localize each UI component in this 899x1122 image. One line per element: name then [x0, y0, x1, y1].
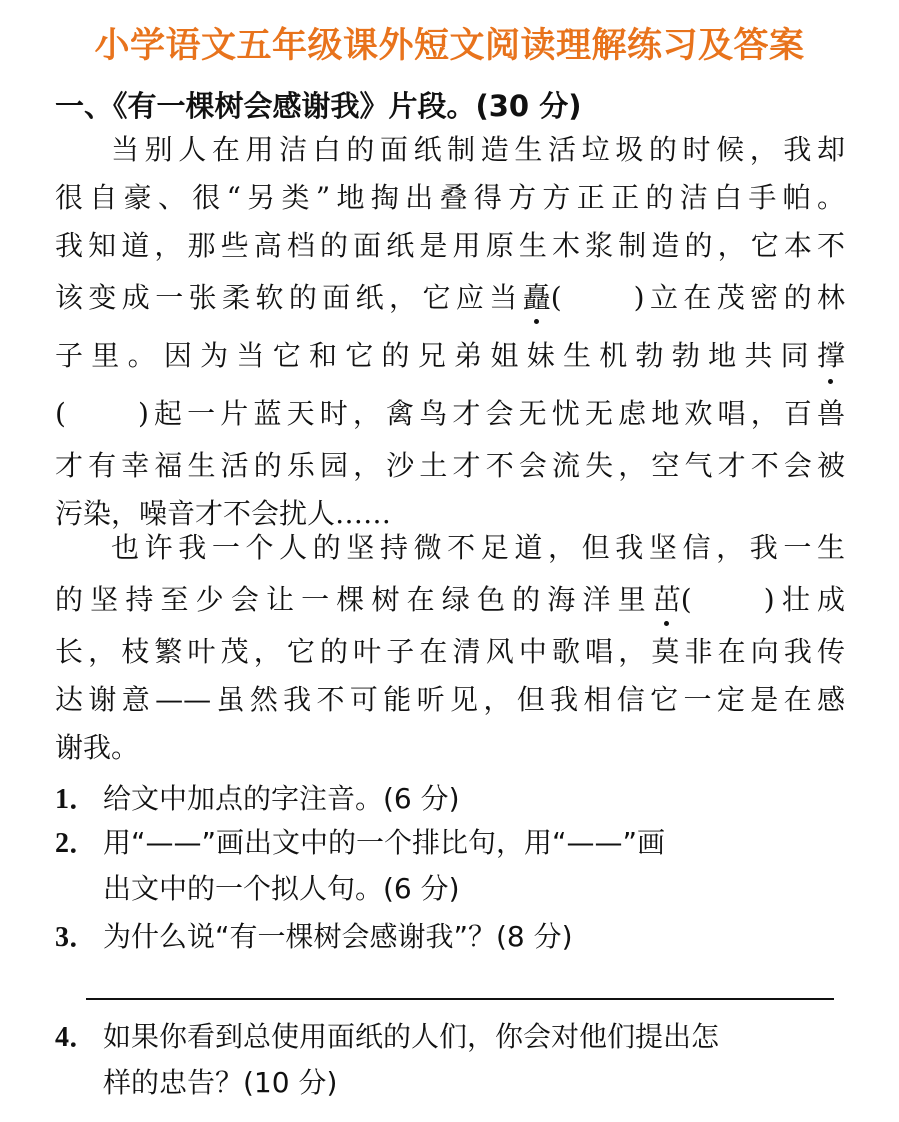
dotted-character: 撑 [817, 326, 845, 386]
passage-text: )立在茂密的林 [633, 281, 845, 314]
question-text: 用“——”画出文中的一个排比句，用“——”画 [103, 826, 666, 859]
question-4 [55, 1014, 719, 1106]
passage-line: 长，枝繁叶茂，它的叶子在清风中歌唱，莫非在向我传 [55, 635, 845, 668]
question-number: 4． [55, 1022, 98, 1053]
question-number: 1． [55, 784, 98, 815]
passage-line: 也许我一个人的坚持微不足道，但我坚信，我一生 [111, 531, 845, 564]
passage-line [55, 326, 845, 386]
passage-line [55, 386, 845, 442]
passage-line: 达谢意——虽然我不可能听见，但我相信它一定是在感 [55, 683, 845, 716]
question-text: 为什么说“有一棵树会感谢我”？(8 分) [103, 920, 573, 953]
passage-text: 该变成一张柔软的面纸，它应当 [55, 281, 523, 314]
section-heading: 一、《有一棵树会感谢我》片段。(30 分) [55, 89, 582, 123]
passage-line: 很自豪、很“另类”地掏出叠得方方正正的洁白手帕。 [55, 181, 845, 214]
passage-line: 才有幸福生活的乐园，沙土才不会流失，空气才不会被 [55, 449, 845, 482]
question-number: 2． [55, 828, 98, 859]
question-text: 出文中的一个拟人句。(6 分) [103, 872, 460, 905]
passage-text: 子里。因为当它和它的兄弟姐妹生机勃勃地共同 [55, 339, 817, 372]
paren-open: ( [550, 281, 562, 314]
question-text: 如果你看到总使用面纸的人们，你会对他们提出怎 [103, 1020, 720, 1053]
passage-line: 我知道，那些高档的面纸是用原生木浆制造的，它本不 [55, 229, 845, 262]
question-text: 样的忠告？(10 分) [103, 1066, 338, 1099]
answer-line[interactable] [86, 998, 834, 1000]
passage-line: 污染，噪音才不会扰人…… [55, 497, 392, 530]
passage-text: 的坚持至少会让一棵树在绿色的海洋里 [55, 583, 653, 616]
dotted-character: 矗 [523, 270, 551, 326]
passage-text: )起一片蓝天时，禽鸟才会无忧无虑地欢唱，百兽 [137, 397, 845, 430]
question-3 [55, 914, 573, 960]
question-1 [55, 776, 460, 822]
passage-line: 当别人在用洁白的面纸制造生活垃圾的时候，我却 [111, 133, 845, 166]
passage-paragraph-1 [55, 126, 845, 538]
question-text: 给文中加点的字注音。(6 分) [103, 782, 460, 815]
dotted-character: 茁 [653, 572, 681, 628]
paren-open: ( [680, 583, 692, 616]
page-title: 小学语文五年级课外短文阅读理解练习及答案 [94, 26, 805, 66]
question-number: 3． [55, 922, 98, 953]
passage-line: 谢我。 [55, 731, 140, 764]
question-2 [55, 820, 665, 912]
paren-open: ( [55, 397, 66, 430]
passage-paragraph-2 [55, 524, 845, 772]
passage-line [55, 270, 845, 326]
passage-line [55, 572, 845, 628]
passage-text: )壮成 [763, 583, 845, 616]
